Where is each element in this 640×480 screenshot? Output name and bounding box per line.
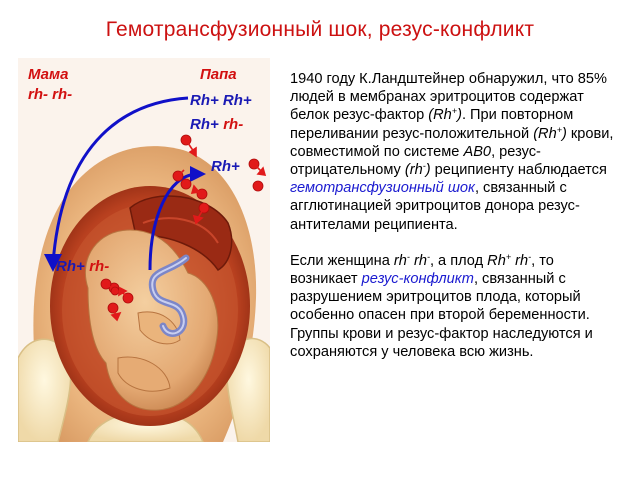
child-genotype xyxy=(56,258,109,276)
mama-label: Мама xyxy=(28,66,69,83)
p1-text: реципиенту наблюдается xyxy=(430,162,607,179)
paragraph-landsteiner xyxy=(290,70,620,234)
p2-rh: rh xyxy=(393,252,407,269)
p1-close: ) xyxy=(425,162,431,179)
p2-text: , связанный с разрушением эритроцитов плода, который особенно опасен при второй беременности. Группы крови и резус-фактор наследуются и сохраняются у человека всю жизнь. xyxy=(290,271,593,360)
papa-label: Папа xyxy=(200,66,237,83)
child-allele-dominant: Rh+ xyxy=(56,258,85,275)
term-rh-conflict: резус-конфликт xyxy=(361,271,474,288)
p2-rh: Rh xyxy=(487,252,506,269)
p1-ab0: AB0 xyxy=(463,143,492,160)
p1-close: ) xyxy=(561,125,567,142)
p2-rh: rh xyxy=(511,252,529,269)
fetus-antigen-label: Rh+ xyxy=(211,158,240,175)
p2-text: , а плод xyxy=(429,252,488,269)
p1-rh: (Rh xyxy=(428,107,452,124)
p1-sup: + xyxy=(556,124,562,135)
p2-sup: - xyxy=(406,251,410,262)
mama-genotype: rh- rh- xyxy=(28,86,73,103)
pregnancy-illustration xyxy=(18,58,270,442)
p1-sup: - xyxy=(422,161,426,172)
page-title: Гемотрансфузионный шок, резус-конфликт xyxy=(105,18,535,41)
papa-genotype-2 xyxy=(190,116,243,134)
explanation-text xyxy=(290,70,620,361)
p1-rh: (rh xyxy=(404,162,423,179)
p1-sup: + xyxy=(451,106,458,117)
p2-sup: + xyxy=(505,251,512,262)
p1-text: , связанный с агглютинацией эритроцитов донора резус-антителами реципиента. xyxy=(290,180,580,233)
p2-sup: - xyxy=(426,251,430,262)
p1-text: 1940 году К.Ландштейнер обнаружил, что 85% людей в мембранах эритроцитов содержат белок резус-фактор xyxy=(290,71,607,124)
paragraph-rh-conflict xyxy=(290,252,620,361)
papa-allele-dominant: Rh+ xyxy=(190,116,219,133)
p2-sup: - xyxy=(528,251,532,262)
p2-text: Если женщина xyxy=(290,252,394,269)
p1-text: крови, совместимой по системе xyxy=(290,125,614,160)
p1-close: ) xyxy=(457,107,462,124)
p1-text: . При повторном переливании резус-положительной xyxy=(290,107,574,142)
papa-genotype-1: Rh+ Rh+ xyxy=(190,92,252,109)
p2-rh: rh xyxy=(409,252,427,269)
papa-allele-recessive: rh- xyxy=(223,116,244,133)
p1-rh: (Rh xyxy=(533,125,557,142)
term-transfusion-shock: гемотрансфузионный шок xyxy=(290,180,475,197)
child-allele-recessive: rh- xyxy=(89,258,110,275)
p2-text: , то возникает xyxy=(290,252,554,288)
p1-text: , резус-отрицательному xyxy=(290,143,541,179)
